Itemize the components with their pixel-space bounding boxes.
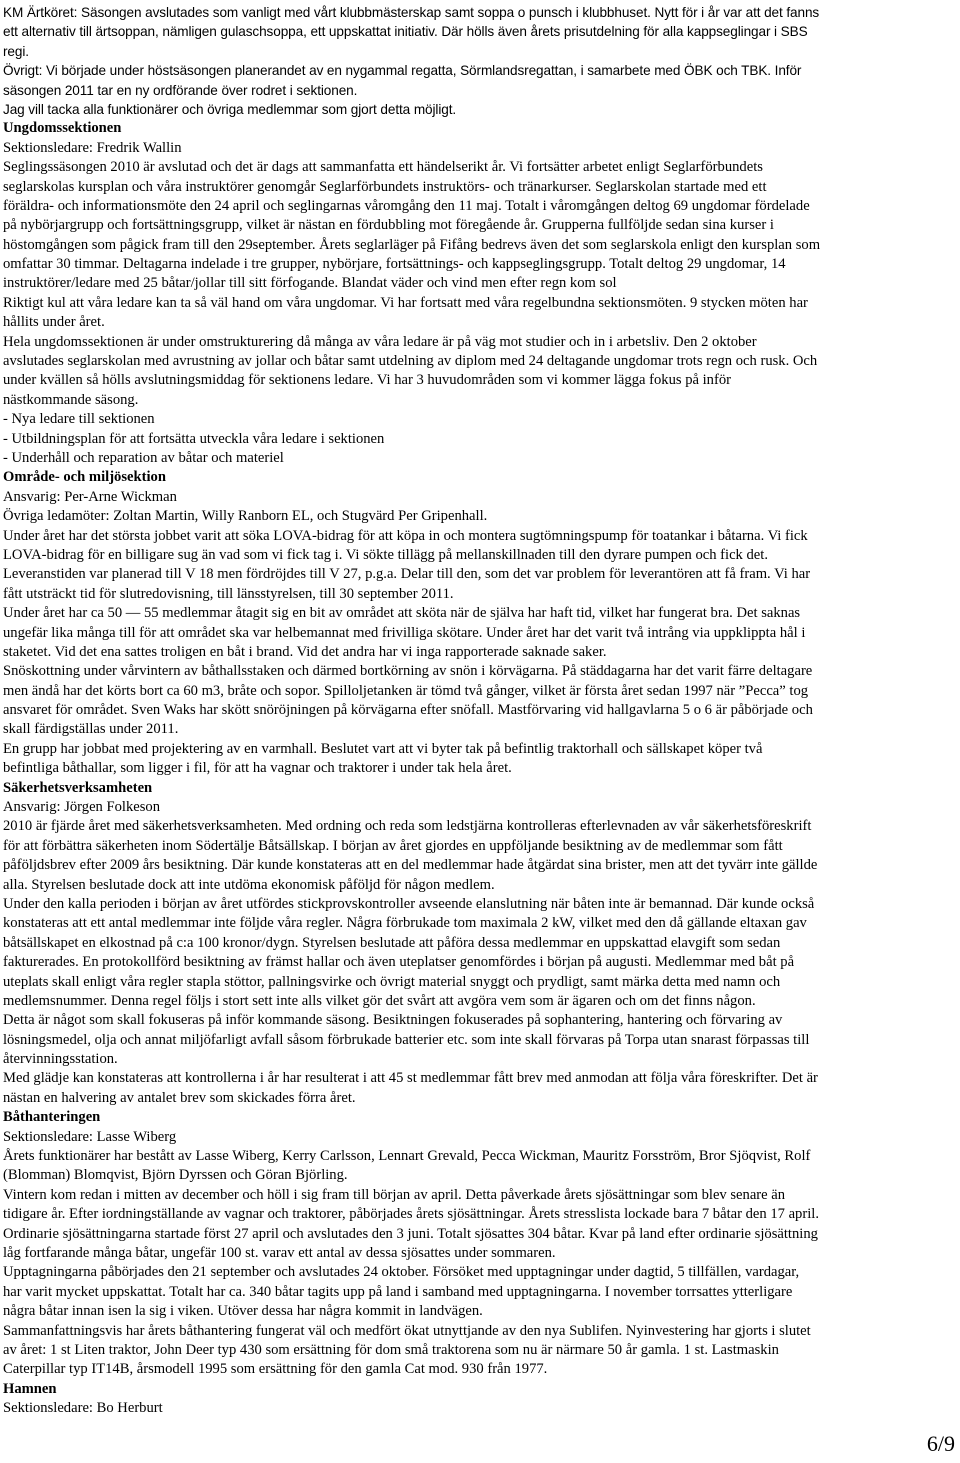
paragraph-line: några båtar innan isen la sig i viken. Utöver dessa har några kommit in landvägen. [3,1303,483,1320]
paragraph-line: Med glädje kan konstateras att kontrollerna i år har resulterat i att 45 st medlemmar fått brev med anmodan att följa våra föreskrifter. Det är [3,1070,818,1087]
section-leader-line: Ansvarig: Jörgen Folkeson [3,799,161,816]
paragraph-line: säsongen 2011 tar en ny ordförande över rodret i sektionen. [3,82,358,98]
paragraph-line: båtsällskapet en elkostnad på c:a 100 kronor/dygn. Styrelsen beslutade att påföra dessa medlemmar en uppskattad elavgift som sedan [3,934,781,951]
paragraph-line: Snöskottning under vårvintern av båthallsstaken och därmed bortkörning av snön i körvägarna. På städdagarna har det varit färre deltagare [3,663,813,680]
paragraph-line: nästan en halvering av antalet brev som skickades förra året. [3,1089,356,1106]
section-heading-sakerhetsverksamheten: Säkerhetsverksamheten [3,779,153,796]
paragraph-line: medlemsnummer. Denna regel följs i stort sett inte alls vilket gör det svårt att avgöra vem som är ägaren och om det finns någon. [3,992,756,1009]
section-leader-line: Sektionsledare: Lasse Wiberg [3,1128,177,1145]
paragraph-line: Vintern kom redan i mitten av december och höll i sig fram till början av april. Detta påverkade årets sjösättningar som blev senare än [3,1186,786,1203]
paragraph-line: Leveranstiden var planerad till V 18 men fördröjdes till V 27, p.g.a. Delar till den, som det var problem för leverantören att få fram. Vi har [3,566,811,583]
paragraph-line: Riktigt kul att våra ledare kan ta så väl hand om våra ungdomar. Vi har fortsatt med våra regelbundna sektionsmöten. 9 stycken möten har [3,294,808,311]
paragraph-line: Hela ungdomssektionen är under omstrukturering då många av våra ledare är på väg mot studier och in i arbetsliv. Den 2 oktober [3,333,757,350]
section-leader-line: Ansvarig: Per-Arne Wickman [3,488,177,505]
list-item: - Underhåll och reparation av båtar och materiel [3,449,284,466]
paragraph-line: instruktörer/ledare med 25 båtar/jollar till sitt förfogande. Blandat väder och vind men efter regn kom sol [3,275,617,292]
paragraph-line: Under den kalla perioden i början av året utfördes stickprovskontroller avseende elanslutning när båten inte är bemannad. Där kunde också [3,895,815,912]
paragraph-line: LOVA-bidrag för en billigare sug än vad som vi fick tag i. Vi sökte tillägg på mellanskillnaden till den dyrare pumpen och fick det. [3,546,768,563]
paragraph-line: lösningsmedel, olja och annat miljöfarligt avfall såsom förbrukade batterier etc. som inte skall förvaras på Torpa utan snarast förpassas till [3,1031,810,1048]
list-item: - Utbildningsplan för att fortsätta utveckla våra ledare i sektionen [3,430,385,447]
paragraph-line: men ändå har det körts bort ca 60 m3, bråte och sopor. Spilloljetanken är tömd två gånger, vilket är första året sedan 1997 när ”Pecca” tog [3,682,809,699]
paragraph-line: befintliga båthallar, som ligger i fil, för att ha vagnar och traktorer i under tak hela året. [3,760,512,777]
paragraph-line: ett alternativ till ärtsoppan, nämligen gulaschsoppa, ett uppskattat initiativ. Där hölls även årets prisutdelning för alla kappseglingar i SBS [3,24,808,40]
section-heading-ungdomssektionen: Ungdomssektionen [3,120,122,137]
paragraph-line: höstomgången som pågick fram till den 29september. Årets seglarläger på Fifång bedrevs även det som seglarskola enligt den kursplan som [3,236,821,253]
paragraph-line: uteplats skall enligt våra regler stapla stöttor, pallningsvirke och övrigt material snyggt och prydligt, samt märka detta med namn och [3,973,781,990]
list-item: - Nya ledare till sektionen [3,411,155,428]
paragraph-line: 2010 är fjärde året med säkerhetsverksamheten. Med ordning och reda som ledstjärna kontrolleras efterlevnaden av vår säkerhetsföreskrift [3,818,812,835]
paragraph-line: föräldra- och informationsmöte den 24 april och seglingarnas våromgång den 11 maj. Totalt i våromgången deltog 69 ungdomar fördelade [3,197,810,214]
paragraph-line: Övrigt: Vi började under höstsäsongen planerandet av en nygammal regatta, Sörmlandsregattan, i samarbete med ÖBK och TBK. Inför [3,63,802,79]
paragraph-line: Övriga ledamöter: Zoltan Martin, Willy Ranborn EL, och Stugvärd Per Gripenhall. [3,508,488,525]
paragraph-line: påföljdsbrev efter 2009 års besiktning. Där kunde konstateras att en del medlemmar hade åtgärdat sina brister, men att det tyvärr inte gällde [3,857,818,874]
paragraph-line: regi. [3,43,29,59]
paragraph-line: Jag vill tacka alla funktionärer och övriga medlemmar som gjort detta möjligt. [3,101,457,117]
paragraph-line: låg fortfarande många båtar, ungefär 100 st. varav ett antal av dessa sjösattes under sommaren. [3,1245,556,1261]
paragraph-line: Sammanfattningsvis har årets båthantering fungerat väl och medfört ökat utnyttjande av den nya Sublifen. Nyinvestering har gjorts i slutet [3,1322,811,1339]
section-heading-hamnen: Hamnen [3,1380,57,1397]
section-heading-bathanteringen: Båthanteringen [3,1109,101,1126]
paragraph-line: konstateras att ett antal medlemmar inte följde våra regler. Några förbrukade tom maximala 2 kW, vilket med den då gällande eltaxan gav [3,915,807,932]
paragraph-line: Seglingssäsongen 2010 är avslutad och det är dags att sammanfatta ett händelserikt år. Vi fortsätter arbetet enligt Seglarförbundets [3,159,763,176]
paragraph-line: alla. Styrelsen beslutade dock att inte utdöma ekonomisk påföljd för någon medlem. [3,876,495,893]
paragraph-line: under kvällen så hölls avslutningsmiddag för sektionens ledare. Vi har 3 huvudområden som vi kommer lägga fokus på inför [3,372,731,389]
paragraph-line: seglarskolas kursplan och våra instruktörer genomgår Seglarförbundets instruktörs- och tränarkurser. Seglarskolan startade med ett [3,178,767,195]
paragraph-line: återvinningsstation. [3,1051,118,1068]
paragraph-line: Årets funktionärer har bestått av Lasse Wiberg, Kerry Carlsson, Lennart Grevald, Pecca Wickman, Mauritz Forsström, Bror Sjöqvist, Rolf [3,1148,811,1165]
paragraph-line: avslutades seglarskolan med avrustning av jollar och båtar samt utdelning av diplom med 24 deltagande ungdomar trots regn och rusk. Och [3,353,818,370]
paragraph-line: skall färdigställas under 2011. [3,721,179,738]
paragraph-line: omfattar 30 timmar. Deltagarna indelade i tre grupper, nybörjare, fortsättnings- och kappseglingsgrupp. Totalt deltog 29 ungdomar, 14 [3,256,786,273]
paragraph-line: Under året har ca 50 — 55 medlemmar åtagit sig en bit av området att sköta när de själva har haft tid, vilket har fungerat bra. Det saknas [3,605,801,622]
paragraph-line: Under året har det största jobbet varit att söka LOVA-bidrag för att köpa in och montera sugtömningspump för toatankar i båtarna. Vi fick [3,527,808,544]
paragraph-line: har varit mycket uppskattat. Totalt har ca. 340 båtar tagits upp på land i samband med upptagningarna. I november torrsattes ytterligare [3,1283,793,1300]
paragraph-line: tidigare år. Efter iordningställande av vagnar och traktorer, påbörjades årets sjösättningar. Årets stresslista lockade bara 7 båtar den 17 april. [3,1206,819,1223]
paragraph-line: för att förbättra säkerheten inom Södertälje Båtsällskap. I början av året gjordes en uppföljande besiktning av de medlemmar som fått [3,837,783,854]
paragraph-line: ungefär lika många till för att området ska var helbemannat med frivilliga skötare. Under året har det varit två intrång via uppklippta hål i [3,624,806,641]
page-number: 6/9 [926,1431,955,1456]
paragraph-line: på nybörjargrupp och fortsättningsgrupp, vilket är nästan en fördubbling mot föregående år. Grupperna fullföljde sedan sina kurser i [3,217,774,234]
paragraph-line: Upptagningarna påbörjades den 21 september och avslutades 24 oktober. Försöket med upptagningar under dagtid, 5 tillfällen, vardagar, [3,1264,800,1281]
paragraph-line: nästkommande säsong. [3,391,139,408]
paragraph-line: Ordinarie sjösättningarna startade först 27 april och avslutades den 3 juni. Totalt sjösattes 304 båtar. Kvar på land efter ordinarie sjösättning [3,1225,818,1242]
paragraph-line: staketet. Vid det ena sattes troligen en båt i brand. Vid det andra har vi inga rapporterade saknade saker. [3,643,607,660]
paragraph-line: fått utsträckt tid för slutredovisning, till länsstyrelsen, till 30 september 2011. [3,585,454,602]
paragraph-line: En grupp har jobbat med projektering av en varmhall. Beslutet vart att vi byter tak på befintlig traktorhall och sällskapet köper två [3,740,763,757]
section-heading-omrade-och-miljosektion: Område- och miljösektion [3,469,166,486]
paragraph-line: (Blomman) Blomqvist, Björn Dyrssen och Göran Björling. [3,1167,348,1184]
paragraph-line: Caterpillar typ IT14B, årsmodell 1995 som ersättning för den gamla Cat mod. 930 från 1977. [3,1361,548,1378]
section-leader-line: Sektionsledare: Fredrik Wallin [3,139,182,156]
paragraph-line: Detta är något som skall fokuseras på inför kommande säsong. Besiktningen fokuserades på sophantering, hantering och förvaring av [3,1012,783,1029]
document-page [3,3,955,1419]
paragraph-line: fakturerades. En protokollförd besiktning av främst hallar och även uteplatser genomfördes i början på augusti. Medlemmar med båt på [3,954,795,971]
section-leader-line: Sektionsledare: Bo Herburt [3,1400,163,1417]
paragraph-line: av året: 1 st Liten traktor, John Deer typ 430 som ersättning för dom små traktorena som nu är närmare 50 år gamla. 1 st. Lastmaskin [3,1341,779,1358]
paragraph-line: hållits under året. [3,314,105,331]
paragraph-line: ansvaret för området. Sven Waks har skött snöröjningen på körvägarna efter snöfall. Mastförvaring vid hallgavlarna 5 o 6 är påbörjade och [3,702,813,719]
paragraph-line: KM Ärtköret: Säsongen avslutades som vanligt med vårt klubbmästerskap samt soppa o punsch i klubbhuset. Nytt för i år var att det fanns [3,5,820,20]
